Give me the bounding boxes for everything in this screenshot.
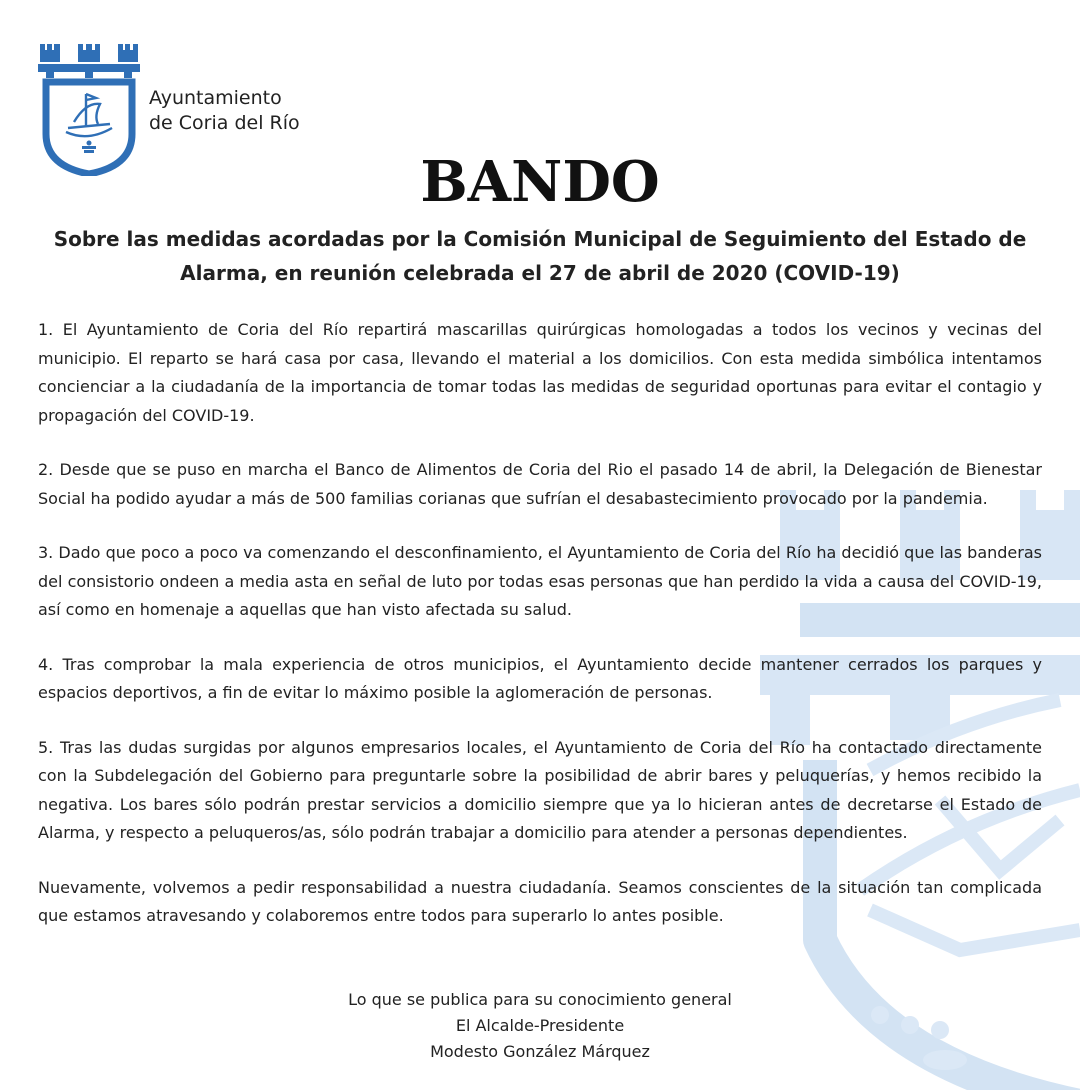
publication-note: Lo que se publica para su conocimiento general bbox=[348, 990, 732, 1009]
paragraph-5: 5. Tras las dudas surgidas por algunos empresarios locales, el Ayuntamiento de Coria del Río ha contactado directamente con la Subdelegación del Gobierno para preguntarle sobre la posibilidad de abrir bares y peluquerías, y hemos recibido la negativa. Los bares sólo podrán prestar servicios a domicilio siempre que ya lo hicieran antes de decretarse el Estado de Alarma, y respecto a peluqueros/as, sólo podrán trabajar a domicilio para atender a personas dependientes. bbox=[38, 737, 1042, 842]
paragraph-1: 1. El Ayuntamiento de Coria del Río repartirá mascarillas quirúrgicas homologadas a todos los vecinos y vecinas del municipio. El reparto se hará casa por casa, llevando el material a los domicilios. Con esta medida simbólica intentamos concienciar a la ciudadanía de la importancia de tomar todas las medidas de seguridad oportunas para evitar el contagio y propagación del COVID-19. bbox=[38, 320, 1042, 425]
signature-block bbox=[0, 987, 1080, 1065]
document-subtitle: Sobre las medidas acordadas por la Comisión Municipal de Seguimiento del Estado de Alarma, en reunión celebrada el 27 de abril de 2020 (COVID-19) bbox=[53, 227, 1027, 285]
document-title: BANDO bbox=[420, 149, 660, 215]
org-name-line2: de Coria del Río bbox=[149, 112, 300, 134]
signer-role: El Alcalde-Presidente bbox=[455, 1016, 625, 1035]
org-name-line1: Ayuntamiento bbox=[149, 87, 282, 109]
paragraph-4: 4. Tras comprobar la mala experiencia de otros municipios, el Ayuntamiento decide mantener cerrados los parques y espacios deportivos, a fin de evitar lo máximo posible la aglomeración de personas. bbox=[38, 654, 1042, 702]
signer-name: Modesto González Márquez bbox=[430, 1042, 650, 1061]
closing-paragraph: Nuevamente, volvemos a pedir responsabilidad a nuestra ciudadanía. Seamos conscientes de la situación tan complicada que estamos atravesando y colaboremos entre todos para superarlo lo antes posible. bbox=[38, 877, 1042, 925]
organization-name bbox=[149, 86, 300, 136]
paragraph-3: 3. Dado que poco a poco va comenzando el desconfinamiento, el Ayuntamiento de Coria del Río ha decidió que las banderas del consistorio ondeen a media asta en señal de luto por todas esas personas que han perdido la vida a causa del COVID-19, así como en homenaje a aquellas que han visto afectada su salud. bbox=[38, 543, 1042, 619]
paragraph-2: 2. Desde que se puso en marcha el Banco de Alimentos de Coria del Rio el pasado 14 de abril, la Delegación de Bienestar Social ha podido ayudar a más de 500 familias corianas que sufrían el desabastecimiento provocado por la pandemia. bbox=[38, 460, 1042, 508]
document-body bbox=[38, 316, 1042, 957]
